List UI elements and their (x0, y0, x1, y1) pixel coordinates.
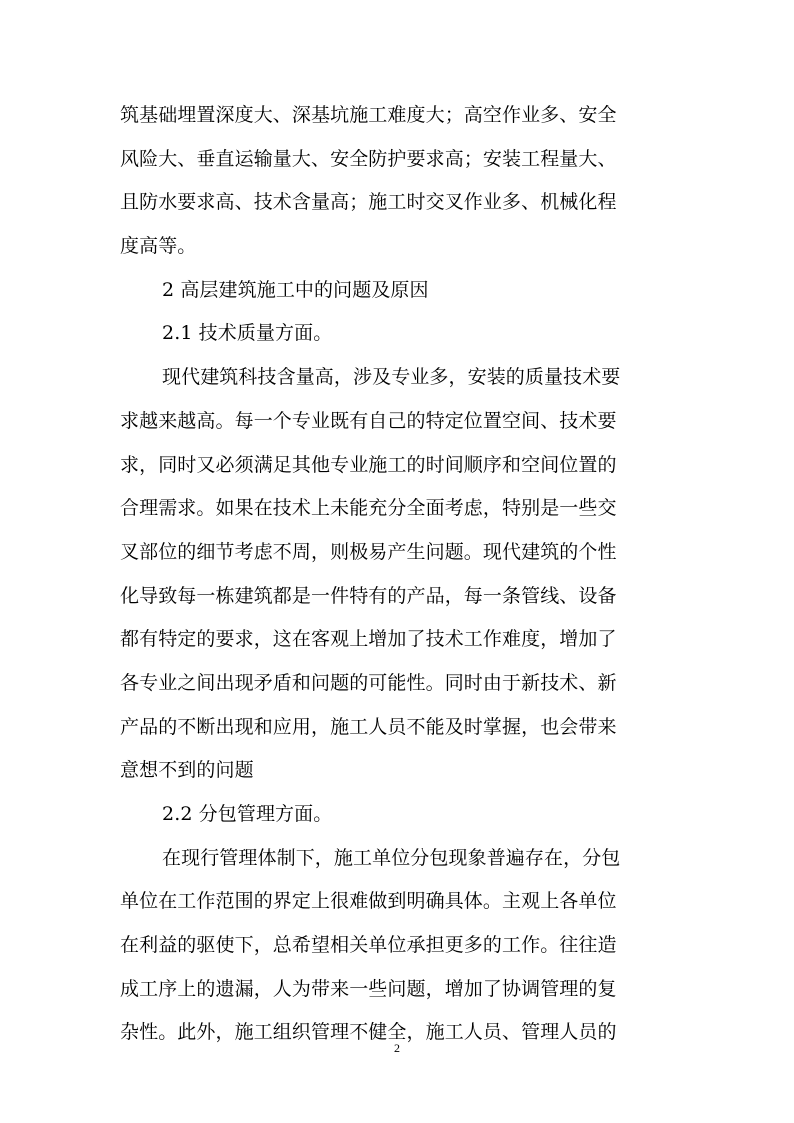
document-page (120, 94, 674, 1055)
section-heading-2: 2 高层建筑施工中的问题及原因 (162, 278, 429, 301)
text-line-9: 求，同时又必须满足其他专业施工的时间顺序和空间位置的 (120, 453, 617, 476)
text-line-1: 筑基础埋置深度大、深基坑施工难度大；高空作业多、安全 (120, 104, 617, 126)
text-line-15: 产品的不断出现和应用，施工人员不能及时掌握，也会带来 (120, 715, 617, 738)
text-line-12: 化导致每一栋建筑都是一件特有的产品，每一条管线、设备 (120, 584, 617, 607)
text-line-11: 叉部位的细节考虑不周，则极易产生问题。现代建筑的个性 (120, 540, 617, 563)
subsection-heading-2-2: 2.2 分包管理方面。 (162, 803, 333, 825)
text-line-7: 现代建筑科技含量高，涉及专业多，安装的质量技术要 (162, 366, 621, 389)
text-line-3: 且防水要求高、技术含量高；施工时交叉作业多、机械化程 (120, 191, 617, 214)
text-line-14: 各专业之间出现矛盾和问题的可能性。同时由于新技术、新 (120, 671, 617, 694)
text-line-8: 求越来越高。每一个专业既有自己的特定位置空间、技术要 (120, 409, 617, 432)
text-line-22: 杂性。此外，施工组织管理不健全，施工人员、管理人员的 (120, 1021, 617, 1044)
page-number: 2 (394, 1041, 400, 1055)
subsection-heading-2-1: 2.1 技术质量方面。 (162, 322, 333, 345)
text-line-18: 在现行管理体制下，施工单位分包现象普遍存在，分包 (162, 846, 621, 869)
text-line-16: 意想不到的问题 (120, 759, 254, 782)
text-line-20: 在利益的驱使下，总希望相关单位承担更多的工作。往往造 (120, 934, 617, 957)
text-line-2: 风险大、垂直运输量大、安全防护要求高；安装工程量大、 (120, 147, 617, 170)
text-line-10: 合理需求。如果在技术上未能充分全面考虑，特别是一些交 (120, 497, 617, 520)
text-line-4: 度高等。 (120, 235, 197, 258)
text-line-13: 都有特定的要求，这在客观上增加了技术工作难度，增加了 (120, 628, 617, 651)
text-line-21: 成工序上的遗漏，人为带来一些问题，增加了协调管理的复 (120, 977, 617, 1000)
text-line-19: 单位在工作范围的界定上很难做到明确具体。主观上各单位 (120, 890, 617, 913)
